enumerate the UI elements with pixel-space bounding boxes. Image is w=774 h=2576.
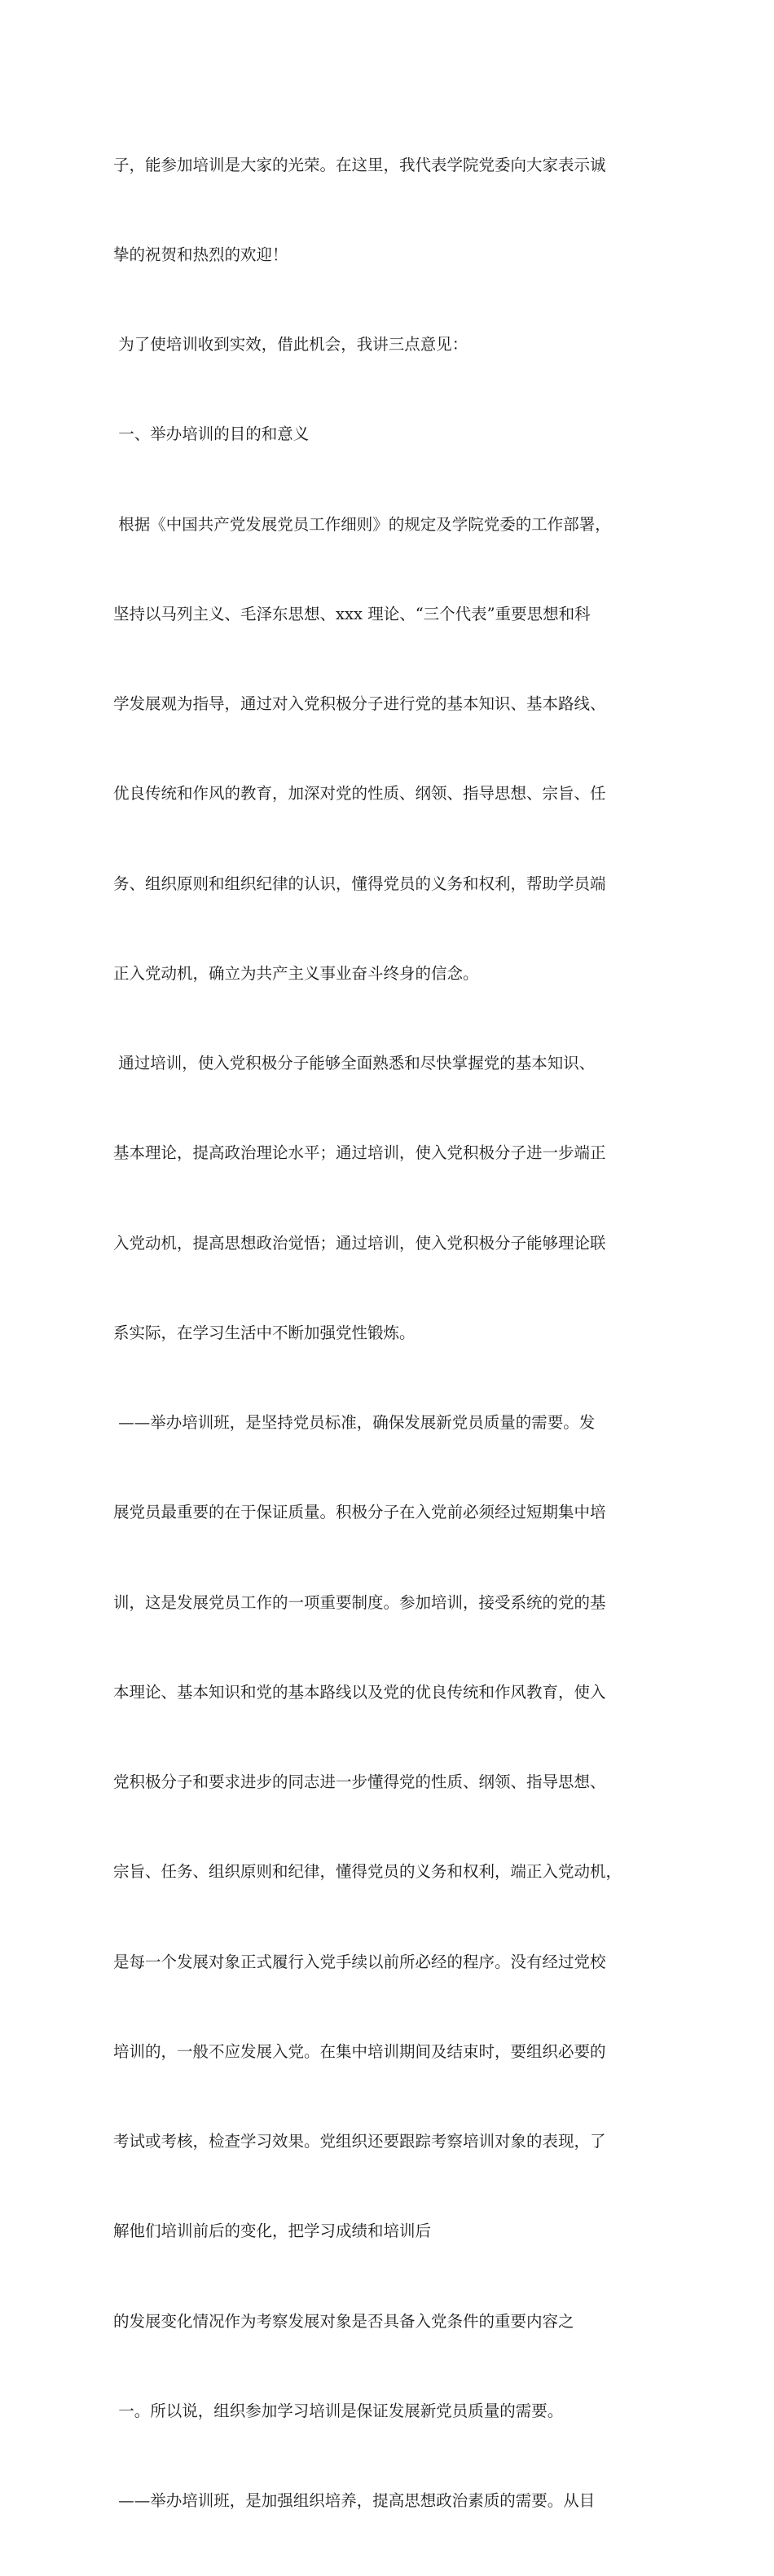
text-line: 为了使培训收到实效，借此机会，我讲三点意见： <box>113 335 468 354</box>
text-line: ——举办培训班，是坚持党员标准，确保发展新党员质量的需要。发 <box>113 1413 596 1432</box>
text-line: 子，能参加培训是大家的光荣。在这里，我代表学院党委向大家表示诚 <box>113 155 606 174</box>
text-line: 务、组织原则和组织纪律的认识，懂得党员的义务和权利，帮助学员端 <box>113 874 606 893</box>
section-heading: 一、举办培训的目的和意义 <box>113 425 310 444</box>
text-line: 一。所以说，组织参加学习培训是保证发展新党员质量的需要。 <box>113 2401 564 2420</box>
text-line: 根据《中国共产党发展党员工作细则》的规定及学院党委的工作部署， <box>113 514 611 534</box>
text-line: 宗旨、任务、组织原则和纪律，懂得党员的义务和权利，端正入党动机， <box>113 1862 622 1882</box>
text-line: 系实际，在学习生活中不断加强党性锻炼。 <box>113 1323 416 1342</box>
text-line: ——举办培训班，是加强组织培养，提高思想政治素质的需要。从目 <box>113 2491 596 2510</box>
document-body <box>113 90 684 2576</box>
text-line: 训，这是发展党员工作的一项重要制度。参加培训，接受系统的党的基 <box>113 1592 606 1612</box>
text-line: 坚持以马列主义、毛泽东思想、xxx 理论、“三个代表”重要思想和科 <box>113 604 591 623</box>
text-line: 本理论、基本知识和党的基本路线以及党的优良传统和作风教育，使入 <box>113 1682 606 1702</box>
text-line: 正入党动机，确立为共产主义事业奋斗终身的信念。 <box>113 963 479 983</box>
text-line: 展党员最重要的在于保证质量。积极分子在入党前必须经过短期集中培 <box>113 1503 606 1522</box>
text-line: 优良传统和作风的教育，加深对党的性质、纲领、指导思想、宗旨、任 <box>113 784 606 804</box>
text-line: 入党动机，提高思想政治觉悟；通过培训，使入党积极分子能够理论联 <box>113 1233 606 1253</box>
text-line: 解他们培训前后的变化，把学习成绩和培训后 <box>113 2222 432 2241</box>
text-line: 培训的，一般不应发展入党。在集中培训期间及结束时，要组织必要的 <box>113 2041 606 2061</box>
text-line: 通过培训，使入党积极分子能够全面熟悉和尽快掌握党的基本知识、 <box>113 1054 596 1072</box>
text-line: 的发展变化情况作为考察发展对象是否具备入党条件的重要内容之 <box>113 2311 574 2331</box>
text-line: 基本理论，提高政治理论水平；通过培训，使入党积极分子进一步端正 <box>113 1143 606 1163</box>
text-line: 学发展观为指导，通过对入党积极分子进行党的基本知识、基本路线、 <box>113 694 606 713</box>
text-line: 考试或考核，检查学习效果。党组织还要跟踪考察培训对象的表现，了 <box>113 2132 606 2151</box>
text-line: 挚的祝贺和热烈的欢迎！ <box>113 244 288 264</box>
text-line: 党积极分子和要求进步的同志进一步懂得党的性质、纲领、指导思想、 <box>113 1772 606 1791</box>
text-line: 是每一个发展对象正式履行入党手续以前所必经的程序。没有经过党校 <box>113 1952 606 1971</box>
